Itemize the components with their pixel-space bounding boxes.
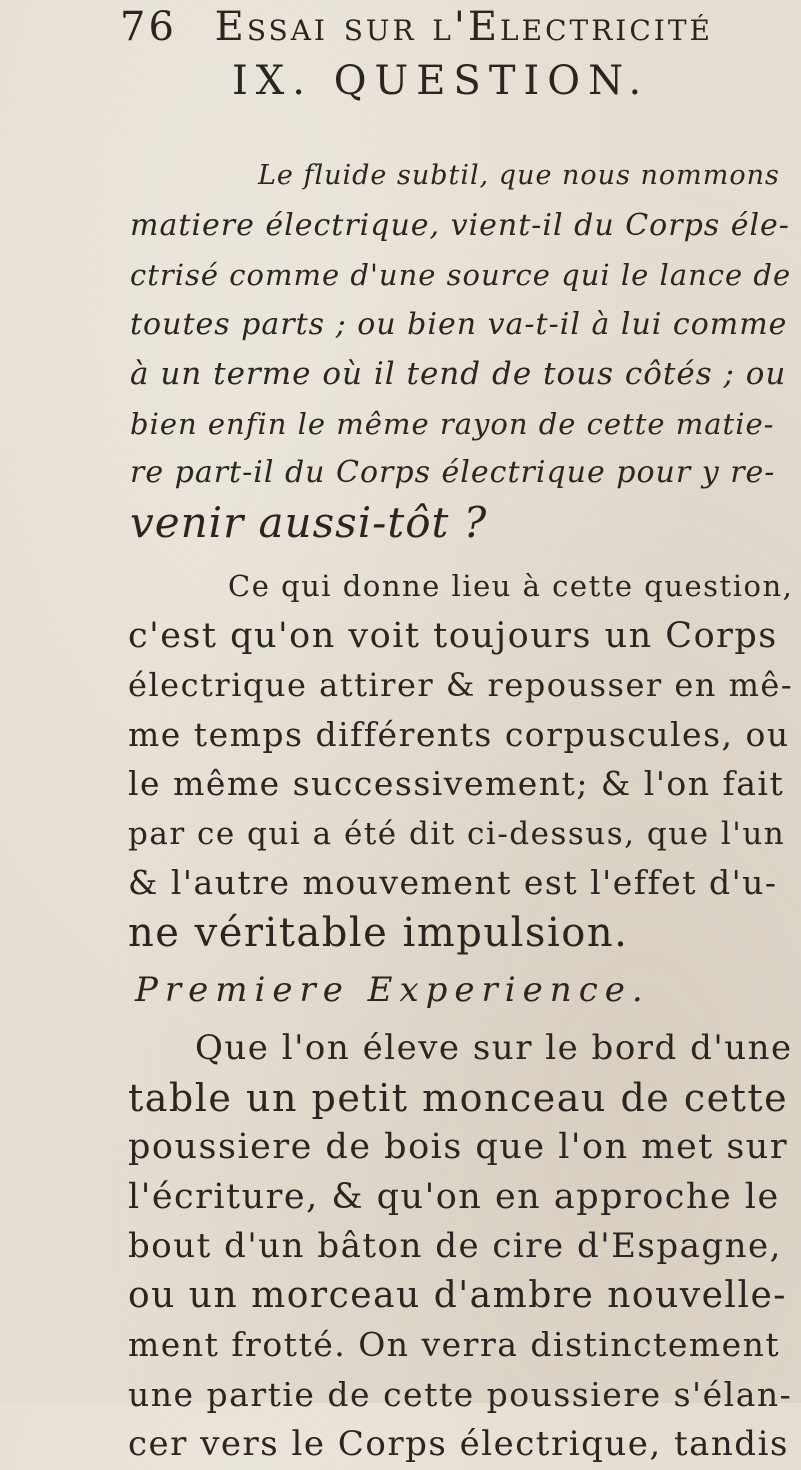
text-line: me temps différents corpuscules, ou xyxy=(128,714,790,754)
text-line: ne véritable impulsion. xyxy=(128,909,629,956)
text-line: l'écriture, & qu'on en approche le xyxy=(128,1176,780,1217)
text-line: bout d'un bâton de cire d'Espagne, xyxy=(128,1226,782,1266)
text-line: poussiere de bois que l'on met sur xyxy=(128,1127,789,1167)
running-header xyxy=(120,4,713,50)
experience-heading: Premiere Experience. xyxy=(135,970,650,1010)
text-line: cer vers le Corps électrique, tandis xyxy=(128,1424,789,1464)
text-line: Ce qui donne lieu à cette question, xyxy=(228,569,794,603)
text-line: venir aussi-tôt ? xyxy=(130,497,488,547)
text-line: par ce qui a été dit ci-dessus, que l'un xyxy=(128,815,786,852)
section-title: IX. QUESTION. xyxy=(232,58,650,104)
text-line: une partie de cette poussiere s'élan- xyxy=(128,1374,793,1414)
text-line: à un terme où il tend de tous côtés ; ou xyxy=(130,356,787,392)
text-line: toutes parts ; ou bien va-t-il à lui comme xyxy=(130,306,788,342)
page-number: 76 xyxy=(120,4,177,50)
text-line: c'est qu'on voit toujours un Corps xyxy=(128,615,778,656)
text-line: table un petit monceau de cette xyxy=(128,1075,789,1120)
text-line: ou un morceau d'ambre nouvelle- xyxy=(128,1274,787,1316)
running-title: Essai sur l'Electricité xyxy=(214,4,713,50)
text-line: bien enfin le même rayon de cette matie- xyxy=(130,406,775,441)
text-line: le même successivement; & l'on fait xyxy=(128,764,785,803)
text-line: Que l'on éleve sur le bord d'une xyxy=(195,1028,793,1068)
text-line: électrique attirer & repousser en mê- xyxy=(128,666,794,704)
text-line: Le fluide subtil, que nous nommons xyxy=(258,160,780,191)
text-line: re part-il du Corps électrique pour y re- xyxy=(130,455,776,490)
text-line: ctrisé comme d'une source qui le lance de xyxy=(130,258,792,292)
text-line: matiere électrique, vient-il du Corps éle- xyxy=(130,207,790,243)
text-line: ment frotté. On verra distinctement xyxy=(128,1325,781,1364)
text-line: & l'autre mouvement est l'effet d'u- xyxy=(128,863,778,902)
